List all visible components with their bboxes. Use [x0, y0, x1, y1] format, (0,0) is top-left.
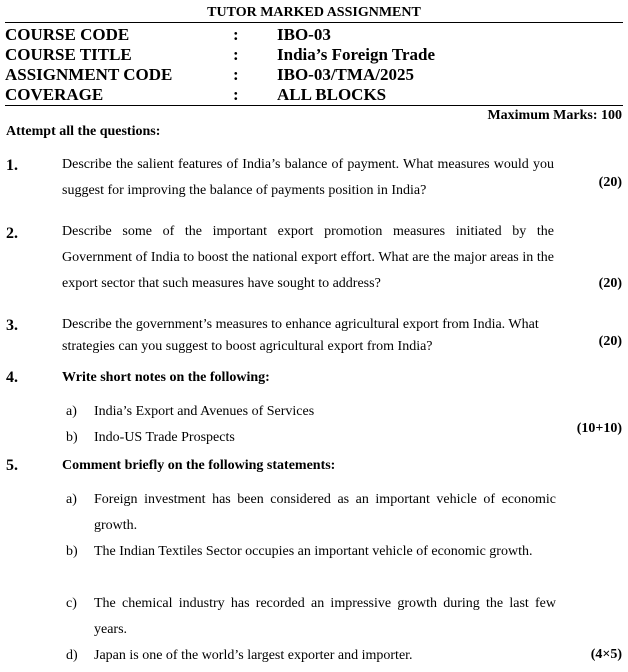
question-number: 5. [6, 457, 18, 474]
question-text: Describe the salient features of India’s balance of payment. What measures would you suggest for improving the balance of payments position in India? [62, 157, 554, 198]
question-text: Describe the government’s measures to enhance agricultural export from India. What strategies can you suggest to boost agricultural export from India? [62, 317, 539, 354]
question-number: 1. [6, 157, 18, 174]
item-text: Foreign investment has been considered as an important vehicle of economic growth. [94, 492, 556, 533]
header-key: COVERAGE [5, 85, 104, 104]
item-label: b) [66, 544, 78, 559]
assignment-title: TUTOR MARKED ASSIGNMENT [207, 5, 421, 20]
question-number: 2. [6, 225, 18, 242]
list-item [66, 487, 556, 539]
item-label: a) [66, 492, 77, 507]
list-item [66, 643, 556, 669]
question-marks: (20) [598, 175, 622, 190]
header-value: India’s Foreign Trade [277, 45, 436, 64]
item-label: d) [66, 648, 78, 663]
header-row-coverage [5, 85, 623, 105]
header-rule [5, 105, 623, 106]
header-row-assignment-code [5, 65, 623, 85]
header-key: COURSE TITLE [5, 45, 132, 64]
header-sep: : [233, 25, 239, 44]
instruction: Attempt all the questions: [6, 124, 161, 139]
question-marks: (20) [598, 276, 622, 291]
item-label: b) [66, 430, 78, 445]
question-text: Describe some of the important export promotion measures initiated by the Government of India to boost the national export effort. What are the major areas in the export sector that such measures have sought to address? [62, 224, 554, 291]
item-text: The chemical industry has recorded an impressive growth during the last few years. [94, 596, 556, 637]
header-sep: : [233, 85, 239, 104]
item-text: Japan is one of the world’s largest exporter and importer. [94, 648, 413, 663]
question-number: 4. [6, 369, 18, 386]
item-text: India’s Export and Avenues of Services [94, 404, 315, 419]
list-item [66, 399, 556, 425]
header-key: COURSE CODE [5, 25, 130, 44]
question-marks: (4×5) [590, 647, 622, 662]
list-item [66, 591, 556, 643]
item-label: c) [66, 596, 77, 611]
question-number: 3. [6, 317, 18, 334]
question-marks: (10+10) [576, 421, 622, 436]
header-value: IBO-03 [277, 25, 331, 44]
item-label: a) [66, 404, 77, 419]
question-marks: (20) [598, 334, 622, 349]
header-row-course-title [5, 45, 623, 65]
header-row-course-code [5, 25, 623, 45]
header-sep: : [233, 65, 239, 84]
question-text: Write short notes on the following: [62, 370, 270, 385]
list-item [66, 425, 556, 451]
header-value: ALL BLOCKS [277, 85, 387, 104]
item-text: Indo-US Trade Prospects [94, 430, 235, 445]
header-value: IBO-03/TMA/2025 [277, 65, 414, 84]
list-item [66, 539, 556, 565]
header-key: ASSIGNMENT CODE [5, 65, 173, 84]
header-sep: : [233, 45, 239, 64]
top-rule [5, 22, 623, 23]
item-text: The Indian Textiles Sector occupies an important vehicle of economic growth. [94, 544, 533, 559]
maximum-marks: Maximum Marks: 100 [487, 108, 622, 123]
question-text: Comment briefly on the following statements: [62, 458, 336, 473]
